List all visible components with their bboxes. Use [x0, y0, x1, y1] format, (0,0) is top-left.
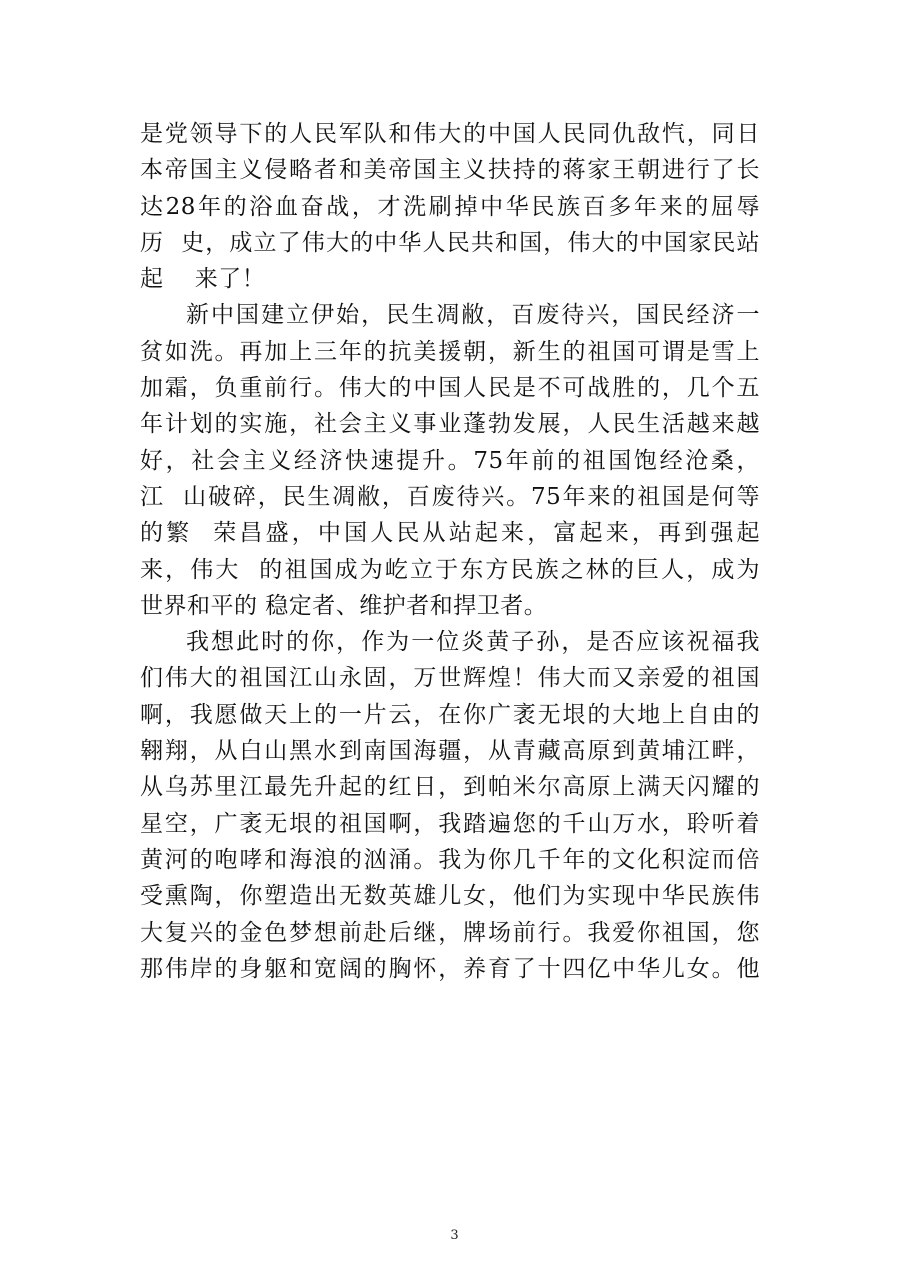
text-line: 本帝国主义侵略者和美帝国主义扶持的蒋家王朝进行了长: [140, 157, 760, 184]
text-line: 年计划的实施，社会主义事业蓬勃发展，人民生活越来越: [140, 411, 760, 438]
text-line: 江 山破碎，民生凋敝，百废待兴。75年来的祖国是何等: [140, 483, 760, 510]
text-line: 们伟大的祖国江山永固，万世辉煌！伟大而又亲爱的祖国: [140, 665, 760, 692]
text-line: 受熏陶，你塑造出无数英雄儿女，他们为实现中华民族伟: [140, 883, 760, 910]
text-line: 达28年的浴血奋战，才洗刷掉中华民族百多年来的屈辱: [140, 193, 760, 220]
text-line: 好，社会主义经济快速提升。75年前的祖国饱经沧桑，: [140, 447, 760, 474]
body-text: [140, 116, 760, 987]
text-line: 历 史，成立了伟大的中华人民共和国，伟大的中国家民站: [140, 229, 760, 256]
text-line: 星空，广袤无垠的祖国啊，我踏遍您的千山万水，聆听着: [140, 810, 760, 837]
text-line: 翱翔，从白山黑水到南国海疆，从青藏高原到黄埔江畔，: [140, 738, 760, 765]
text-line: 黄河的咆哮和海浪的汹涌。我为你几千年的文化积淀而倍: [140, 846, 760, 873]
text-line: 贫如洗。再加上三年的抗美援朝，新生的祖国可谓是雪上: [140, 338, 760, 365]
text-line: 加霜，负重前行。伟大的中国人民是不可战胜的，几个五: [140, 375, 760, 402]
text-line: 我想此时的你，作为一位炎黄子孙，是否应该祝福我: [186, 629, 760, 656]
text-line: 是党领导下的人民军队和伟大的中国人民同仇敌忾，同日: [140, 121, 760, 147]
text-line: 那伟岸的身躯和宽阔的胸怀，养育了十四亿中华儿女。他: [140, 955, 760, 982]
text-line: 来，伟大 的祖国成为屹立于东方民族之林的巨人，成为: [140, 556, 760, 583]
text-line: 啊，我愿做天上的一片云，在你广袤无垠的大地上自由的: [140, 701, 760, 728]
page-number: 3: [450, 1228, 459, 1243]
text-line: 世界和平的 稳定者、维护者和捍卫者。: [140, 592, 548, 619]
text-line: 的繁 荣昌盛，中国人民从站起来，富起来，再到强起: [140, 520, 760, 547]
text-line: 从乌苏里江最先升起的红日，到帕米尔高原上满天闪耀的: [140, 774, 760, 801]
text-line: 起 来了！: [140, 266, 266, 293]
text-line: 新中国建立伊始，民生凋敝，百废待兴，国民经济一: [186, 302, 760, 329]
text-line: 大复兴的金色梦想前赴后继，牌场前行。我爱你祖国，您: [140, 919, 760, 946]
